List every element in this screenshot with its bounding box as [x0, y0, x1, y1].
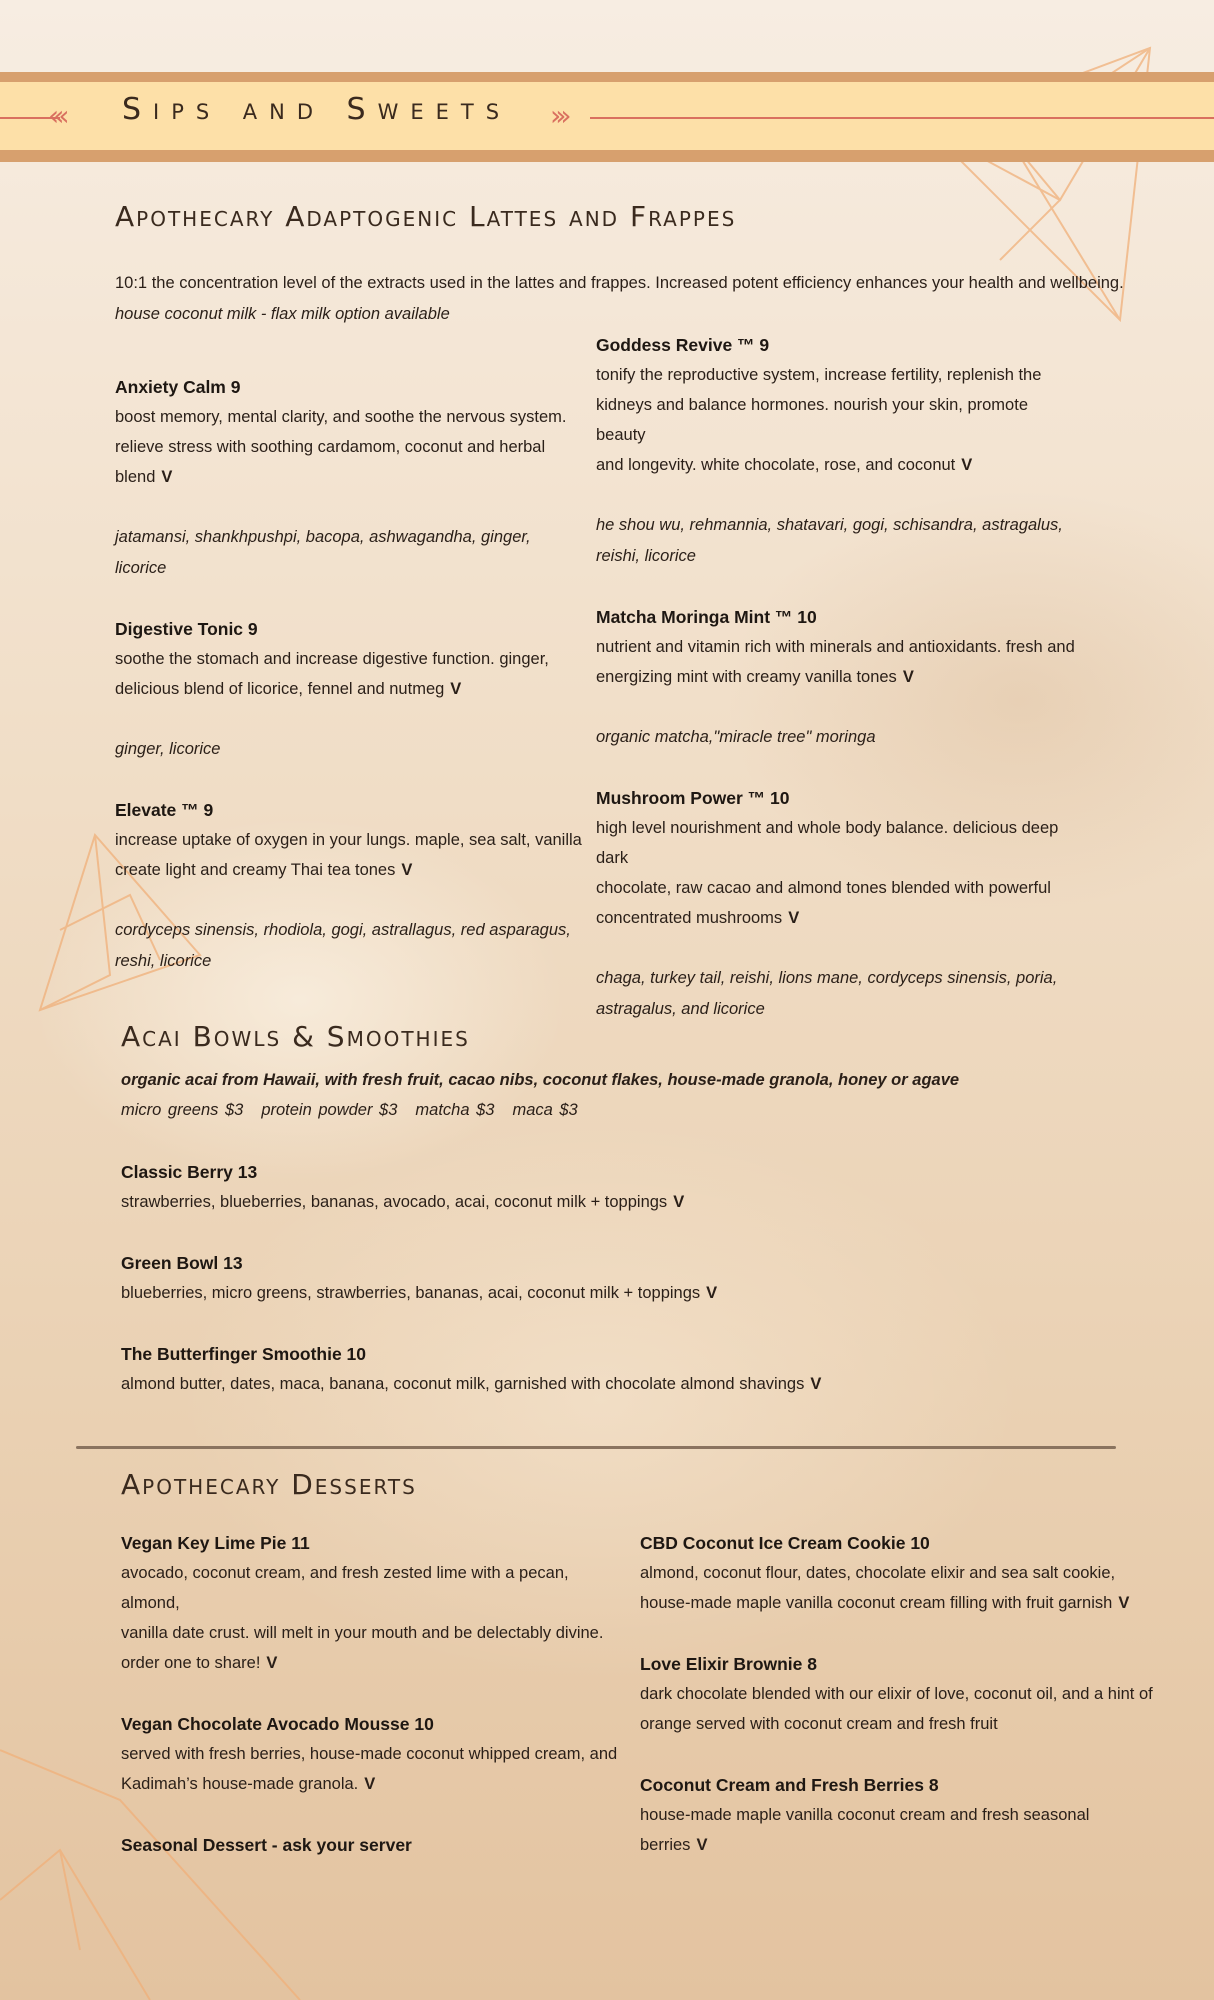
item-description: almond butter, dates, maca, banana, coconut milk, garnished with chocolate almond shavings V — [121, 1375, 822, 1393]
double-chevron-right-icon: ››› — [550, 99, 566, 132]
item-name: Classic Berry 13 — [121, 1162, 258, 1182]
banner-top-stripe — [0, 72, 1214, 82]
menu-item — [121, 1528, 621, 1678]
item-ingredients: cordyceps sinensis, rhodiola, gogi, astrallagus, red asparagus, reshi, licorice — [115, 921, 571, 970]
menu-item — [596, 783, 1076, 1025]
vegan-mark: V — [161, 468, 173, 486]
item-name: Vegan Chocolate Avocado Mousse 10 — [121, 1714, 434, 1734]
vegan-mark: V — [673, 1193, 685, 1211]
item-name: Anxiety Calm 9 — [115, 377, 241, 397]
section-title-acai: Acai Bowls & Smoothies — [121, 1020, 470, 1053]
double-chevron-left-icon: ‹‹‹ — [48, 99, 64, 132]
item-ingredients: ginger, licorice — [115, 740, 221, 758]
item-description: tonify the reproductive system, increase fertility, replenish the — [596, 366, 1042, 384]
item-description: increase uptake of oxygen in your lungs. maple, sea salt, vanilla — [115, 831, 582, 849]
item-description: boost memory, mental clarity, and soothe the nervous system. — [115, 408, 567, 426]
menu-item — [121, 1830, 621, 1860]
vegan-mark: V — [696, 1836, 708, 1854]
item-description: house-made maple vanilla coconut cream filling with fruit garnish V — [640, 1594, 1130, 1612]
banner-bottom-stripe — [0, 150, 1214, 162]
item-name: Coconut Cream and Fresh Berries 8 — [640, 1775, 939, 1795]
vegan-mark: V — [364, 1775, 376, 1793]
item-description: strawberries, blueberries, bananas, avocado, acai, coconut milk + toppings V — [121, 1193, 685, 1211]
item-description: create light and creamy Thai tea tones V — [115, 861, 413, 879]
item-description: dark chocolate blended with our elixir of love, coconut oil, and a hint of — [640, 1685, 1153, 1703]
item-description: house-made maple vanilla coconut cream and fresh seasonal berries V — [640, 1806, 1090, 1854]
item-description: high level nourishment and whole body balance. delicious deep dark — [596, 819, 1059, 867]
item-description: energizing mint with creamy vanilla tones V — [596, 668, 914, 686]
item-description: order one to share! V — [121, 1654, 278, 1672]
item-description: vanilla date crust. will melt in your mouth and be delectably divine. — [121, 1624, 604, 1642]
desserts-right-column — [640, 1528, 1160, 1891]
vegan-mark: V — [266, 1654, 278, 1672]
banner-line-right — [590, 117, 1214, 119]
acai-addon: matcha $3 — [415, 1101, 495, 1119]
acai-items — [121, 1157, 1121, 1430]
item-name: Matcha Moringa Mint ™ 10 — [596, 607, 817, 627]
item-name: Seasonal Dessert - ask your server — [121, 1835, 412, 1855]
menu-item — [640, 1649, 1160, 1739]
item-description: soothe the stomach and increase digestive function. ginger, — [115, 650, 549, 668]
item-name: The Butterfinger Smoothie 10 — [121, 1344, 367, 1364]
vegan-mark: V — [810, 1375, 822, 1393]
vegan-mark: V — [401, 861, 413, 879]
item-description: and longevity. white chocolate, rose, and coconut V — [596, 456, 973, 474]
acai-addons — [121, 1095, 1121, 1125]
menu-item — [596, 602, 1076, 753]
vegan-mark: V — [788, 909, 800, 927]
menu-item — [115, 795, 585, 977]
vegan-mark: V — [1118, 1594, 1130, 1612]
lattes-intro — [115, 268, 1175, 330]
acai-intro — [121, 1065, 1121, 1125]
item-name: Digestive Tonic 9 — [115, 619, 258, 639]
item-description: relieve stress with soothing cardamom, coconut and herbal blend V — [115, 438, 546, 486]
section-divider — [76, 1446, 1116, 1449]
item-description: Kadimah’s house-made granola. V — [121, 1775, 376, 1793]
vegan-mark: V — [706, 1284, 718, 1302]
vegan-mark: V — [450, 680, 462, 698]
vegan-mark: V — [902, 668, 914, 686]
item-description: orange served with coconut cream and fresh fruit — [640, 1715, 998, 1733]
item-name: Vegan Key Lime Pie 11 — [121, 1533, 310, 1553]
item-ingredients: organic matcha,"miracle tree" moringa — [596, 728, 876, 746]
item-description: chocolate, raw cacao and almond tones blended with powerful — [596, 879, 1051, 897]
section-title-lattes: Apothecary Adaptogenic Lattes and Frappes — [115, 200, 737, 233]
lattes-milk-note: house coconut milk - flax milk option available — [115, 305, 450, 323]
item-description: blueberries, micro greens, strawberries, bananas, acai, coconut milk + toppings V — [121, 1284, 718, 1302]
item-description: served with fresh berries, house-made coconut whipped cream, and — [121, 1745, 618, 1763]
vegan-mark: V — [961, 456, 973, 474]
item-description: delicious blend of licorice, fennel and nutmeg V — [115, 680, 462, 698]
menu-item — [121, 1339, 1121, 1399]
item-description: almond, coconut flour, dates, chocolate elixir and sea salt cookie, — [640, 1564, 1116, 1582]
section-title-desserts: Apothecary Desserts — [121, 1468, 417, 1501]
item-name: Goddess Revive ™ 9 — [596, 335, 770, 355]
item-name: Elevate ™ 9 — [115, 800, 214, 820]
item-ingredients: jatamansi, shankhpushpi, bacopa, ashwagandha, ginger, licorice — [115, 528, 531, 577]
lattes-intro-text: 10:1 the concentration level of the extracts used in the lattes and frappes. Increased potent efficiency enhances your health and wellbeing. — [115, 274, 1124, 292]
item-name: Green Bowl 13 — [121, 1253, 243, 1273]
acai-lead: organic acai from Hawaii, with fresh fruit, cacao nibs, coconut flakes, house-made granola, honey or agave — [121, 1071, 960, 1089]
menu-item — [121, 1709, 621, 1799]
lattes-left-column — [115, 372, 585, 1007]
item-name: CBD Coconut Ice Cream Cookie 10 — [640, 1533, 930, 1553]
acai-addon: protein powder $3 — [261, 1101, 398, 1119]
item-name: Mushroom Power ™ 10 — [596, 788, 790, 808]
menu-item — [115, 372, 585, 584]
lattes-right-column — [596, 330, 1076, 1055]
acai-addon: micro greens $3 — [121, 1101, 244, 1119]
item-ingredients: chaga, turkey tail, reishi, lions mane, cordyceps sinensis, poria, astragalus, and licorice — [596, 969, 1058, 1018]
menu-item — [121, 1248, 1121, 1308]
item-name: Love Elixir Brownie 8 — [640, 1654, 817, 1674]
menu-title: Sips and Sweets — [122, 92, 512, 127]
menu-item — [121, 1157, 1121, 1217]
menu-item — [596, 330, 1076, 572]
item-description: nutrient and vitamin rich with minerals and antioxidants. fresh and — [596, 638, 1075, 656]
menu-item — [115, 614, 585, 765]
item-description: avocado, coconut cream, and fresh zested lime with a pecan, almond, — [121, 1564, 569, 1612]
item-description: kidneys and balance hormones. nourish your skin, promote beauty — [596, 396, 1028, 444]
menu-item — [640, 1770, 1160, 1860]
desserts-left-column — [121, 1528, 621, 1891]
menu-item — [640, 1528, 1160, 1618]
acai-addon: maca $3 — [512, 1101, 578, 1119]
item-ingredients: he shou wu, rehmannia, shatavari, gogi, schisandra, astragalus, reishi, licorice — [596, 516, 1063, 565]
item-description: concentrated mushrooms V — [596, 909, 800, 927]
